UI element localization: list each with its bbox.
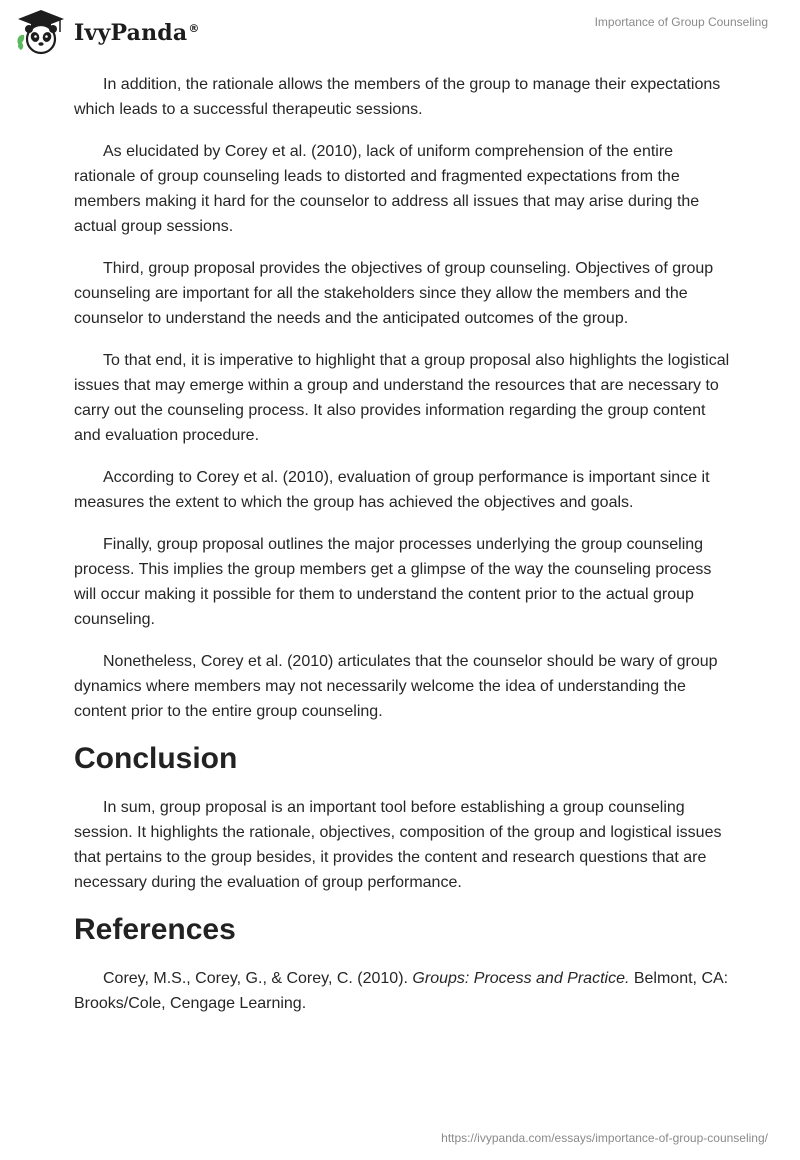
body-paragraph: To that end, it is imperative to highlight that a group proposal also highlights the logistical issues that may emerge within a group and understand the resources that are necessary to carry out the counseling process. It also provides information regarding the group content and evaluation procedure. bbox=[74, 352, 730, 444]
brand-label: IvyPanda bbox=[74, 20, 188, 46]
document-title: Importance of Group Counseling bbox=[594, 15, 768, 29]
reference-authors: Corey, M.S., Corey, G., & Corey, C. (2010). bbox=[103, 970, 413, 987]
references-heading: References bbox=[74, 913, 236, 946]
body-paragraph: In addition, the rationale allows the members of the group to manage their expectations which leads to a successful therapeutic sessions. bbox=[74, 76, 721, 118]
brand-name bbox=[74, 20, 200, 46]
conclusion-heading: Conclusion bbox=[74, 742, 238, 775]
body-paragraph: According to Corey et al. (2010), evaluation of group performance is important since it measures the extent to which the group has achieved the objectives and goals. bbox=[74, 469, 710, 511]
body-paragraph: Nonetheless, Corey et al. (2010) articulates that the counselor should be wary of group dynamics where members may not necessarily welcome the idea of understanding the content prior to the entire group counseling. bbox=[74, 653, 718, 720]
reference-publisher: Belmont, CA: Brooks/Cole, Cengage Learning. bbox=[74, 970, 729, 1012]
reference-title: Groups: Process and Practice. bbox=[412, 970, 630, 987]
panda-mascot-icon bbox=[14, 8, 68, 56]
body-paragraph: As elucidated by Corey et al. (2010), lack of uniform comprehension of the entire rationale of group counseling leads to distorted and fragmented expectations from the members making it hard for the counselor to address all issues that may arise during the actual group sessions. bbox=[74, 143, 700, 235]
essay-content bbox=[74, 72, 734, 1016]
registered-mark: ® bbox=[188, 21, 200, 35]
ivypanda-logo[interactable] bbox=[14, 8, 200, 56]
page-header bbox=[0, 0, 800, 62]
body-paragraph: Third, group proposal provides the objectives of group counseling. Objectives of group counseling are important for all the stakeholders since they allow the members and the counselor to understand the needs and the anticipated outcomes of the group. bbox=[74, 260, 714, 327]
reference-entry bbox=[74, 966, 734, 1016]
body-paragraph: Finally, group proposal outlines the major processes underlying the group counseling process. This implies the group members get a glimpse of the way the counseling process will occur making it possible for them to understand the content prior to the actual group counseling. bbox=[74, 536, 712, 628]
conclusion-paragraph: In sum, group proposal is an important tool before establishing a group counseling session. It highlights the rationale, objectives, composition of the group and logistical issues that pertains to the group besides, it provides the content and research questions that are necessary during the evaluation of group performance. bbox=[74, 799, 722, 891]
source-url[interactable]: https://ivypanda.com/essays/importance-of-group-counseling/ bbox=[441, 1131, 768, 1145]
